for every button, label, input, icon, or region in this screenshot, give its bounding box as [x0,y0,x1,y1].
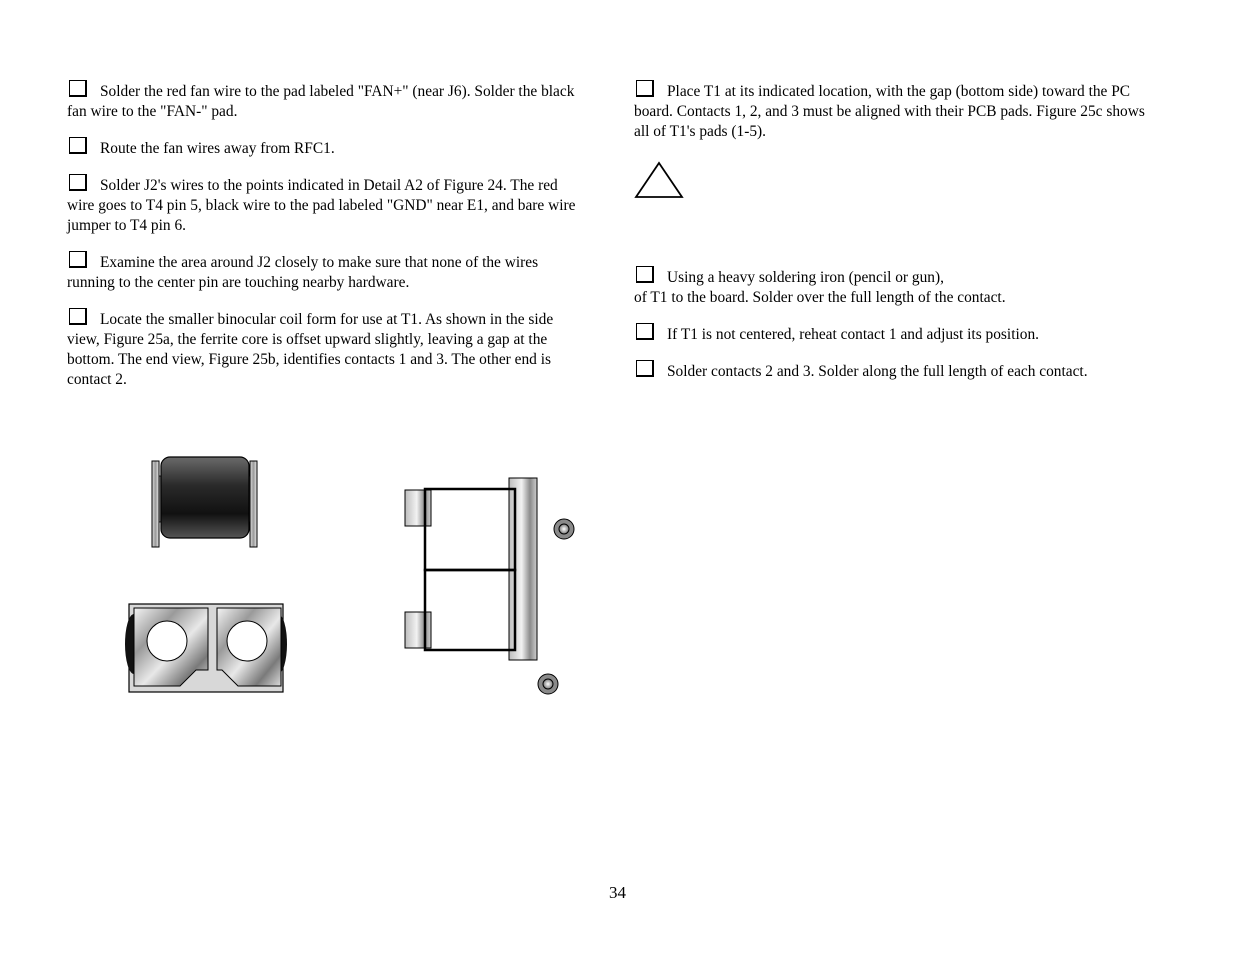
step-checkbox[interactable] [636,323,654,340]
step-checkbox[interactable] [636,360,654,377]
step-checkbox[interactable] [636,266,654,283]
step-checkbox[interactable] [69,251,87,268]
right-column [634,80,1164,397]
caution-triangle-icon [634,161,684,201]
step-locate-coil-form [67,308,583,390]
step-text: If T1 is not centered, reheat contact 1 and adjust its position. [667,326,1039,343]
step-checkbox[interactable] [69,174,87,191]
figure-25a-side-view [148,456,264,550]
step-text: Solder contacts 2 and 3. Solder along the full length of each contact. [667,363,1088,380]
step-checkbox[interactable] [636,80,654,97]
left-column [67,80,583,405]
step-text-continued: of T1 to the board. Solder over the full length of the contact. [634,289,1006,306]
step-text: Place T1 at its indicated location, with the gap (bottom side) toward the PC board. Contacts 1, 2, and 3 must be aligned with their PCB pads. Figure 25c shows all of T1's pads (1-5). [634,83,1145,140]
step-text: Solder the red fan wire to the pad labeled "FAN+" (near J6). Solder the black fan wire to the "FAN-" pad. [67,83,575,120]
step-text: Examine the area around J2 closely to make sure that none of the wires running to the center pin are touching nearby hardware. [67,254,539,291]
step-route-fan-wires [67,137,583,159]
figure-25b-end-view [122,598,290,696]
step-text: Solder J2's wires to the points indicated in Detail A2 of Figure 24. The red wire goes to T4 pin 5, black wire to the pad labeled "GND" near E1, and bare wire jumper to T4 pin 6. [67,177,576,234]
step-solder-fan-wires [67,80,583,122]
step-checkbox[interactable] [69,308,87,325]
step-text: Using a heavy soldering iron (pencil or gun), [667,269,944,286]
step-text: Route the fan wires away from RFC1. [100,140,335,157]
step-solder-contact-1 [634,266,1164,308]
step-reheat-contact-1 [634,323,1164,345]
step-checkbox[interactable] [69,137,87,154]
step-solder-contacts-2-3 [634,360,1164,382]
step-checkbox[interactable] [69,80,87,97]
step-solder-j2-wires [67,174,583,236]
step-text: Locate the smaller binocular coil form for use at T1. As shown in the side view, Figure 25a, the ferrite core is offset upward slightly, leaving a gap at the bottom. The end view, Figure 25b, identifies contacts 1 and 3. The other end is contact 2. [67,311,554,388]
step-place-t1 [634,80,1164,142]
figure-25c-pads [400,474,582,700]
step-examine-j2 [67,251,583,293]
caution-block [634,157,1164,233]
page-number: 34 [609,883,626,902]
